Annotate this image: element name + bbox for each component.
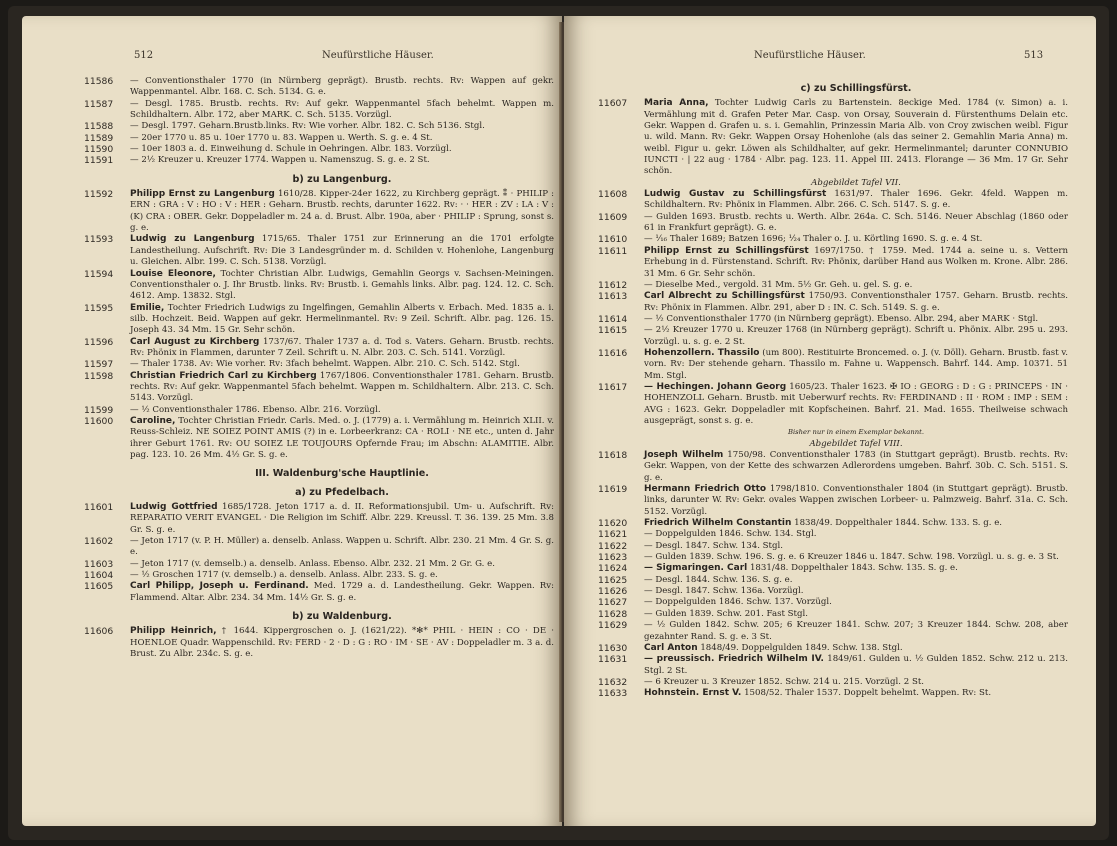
lot-number: 11622 [598,540,628,552]
entry-description: — ½ Gulden 1842. Schw. 205; 6 Kreuzer 1841. Schw. 207; 3 Kreuzer 1844. Schw. 208, aber gezahnter Rand. S. g. e. 3 St. [644,620,1068,642]
catalog-entry [598,382,1068,427]
entry-description: — ½ Conventionsthaler 1786. Ebenso. Albr. 216. Vorzügl. [130,404,381,415]
entry-description: — Jeton 1717 (v. P. H. Müller) a. denselb. Anlass. Wappen u. Schrift. Albr. 230. 21 Mm. 4 Gr. S. g. e. [130,536,554,558]
catalog-entry [598,212,1068,235]
lot-number: 11599 [84,404,114,416]
right-page [564,16,1096,826]
entry-description: 1685/1728. Jeton 1717 a. d. II. Reformationsjubil. Um- u. Aufschrift. Rv: REPARATIO VERIT EVANGEL · Die Religion im Schiff. Albr. 229. Kreussl. T. 36. 139. 25 Mm. 3.8 Gr. S. g. e. [130,502,554,535]
lot-number: 11630 [598,642,628,654]
ruler-name: — preussisch. Friedrich Wilhelm IV. [644,654,824,665]
catalog-entry [598,314,1068,325]
book-spread [8,6,1109,840]
entry-description: — 10er 1803 a. d. Einweihung d. Schule in Oehringen. Albr. 183. Vorzügl. [130,144,452,155]
entry-description: Tochter Christian Albr. Ludwigs, Gemahlin Georgs v. Sachsen-Meiningen. Conventionsthaler o. J. Ihr Brustb. links. Rv: Brustb. i. Gemahls links. Albr. pag. 124. 12. C. Sch. 4612. Amp. 13832. Stgl. [130,268,555,302]
section-heading: c) zu Schillingsfürst. [800,83,912,94]
entry-description: 1831/48. Doppelthaler 1843. Schw. 135. S. g. e. [747,563,958,574]
lot-number: 11627 [598,597,628,609]
lot-number: 11602 [84,536,114,548]
catalog-entry [84,189,554,234]
left-page [22,16,562,826]
catalog-entry [598,189,1068,212]
ruler-name: Hermann Friedrich Otto [644,484,767,495]
catalog-entry [84,234,554,268]
entry-description: — ¹⁄₁₆ Thaler 1689; Batzen 1696; ¹⁄₂₄ Thaler o. J. u. Körtling 1690. S. g. e. 4 St. [644,234,983,245]
entry-description: — Gulden 1839. Schw. 201. Fast Stgl. [644,608,808,619]
lot-number: 11587 [84,98,114,110]
plate-note: Abgebildet Tafel VIII. [809,438,903,449]
catalog-column-right [598,76,1068,700]
section-heading: b) zu Waldenburg. [292,611,392,623]
entry-description: Tochter Friedrich Ludwigs zu Ingelfingen, Gemahlin Alberts v. Erbach. Med. 1835 a. i. silb. Hochzeit. Beid. Wappen auf gekr. Hermelinmantel. Rv: 9 Zeil. Schrift. Albr. pag. 126. 15. Joseph 43. 34 Mm. 15 Gr. Sehr schön. [130,302,554,336]
ruler-name: Philipp Ernst zu Langenburg [130,189,275,200]
lot-number: 11631 [598,654,628,666]
catalog-entry [598,518,1068,529]
lot-number: 11618 [598,450,628,461]
lot-number: 11610 [598,234,628,246]
plate-note: Abgebildet Tafel VII. [811,177,901,188]
lot-number: 11594 [84,268,114,280]
catalog-entry [598,609,1068,620]
ruler-name: Carl Philipp, Joseph u. Ferdinand. [130,581,309,592]
section-heading: b) zu Langenburg. [292,173,392,185]
entry-description: — Desgl. 1844. Schw. 136. S. g. e. [644,574,793,585]
lot-number: 11624 [598,563,628,575]
ruler-name: — Hechingen. Johann Georg [644,381,787,392]
entry-description: — ½ Groschen 1717 (v. demselb.) a. denselb. Anlass. Albr. 233. S. g. e. [130,570,438,581]
lot-number: 11605 [84,581,114,593]
entry-description: — Doppelgulden 1846. Schw. 134. Stgl. [644,529,817,540]
lot-number: 11612 [598,279,628,291]
lot-number: 11629 [598,620,628,632]
lot-number: 11595 [84,302,114,314]
entry-description: 1798/1810. Conventionsthaler 1804 (in Stuttgart geprägt). Brustb. links, darunter W. Rv: Gekr. ovales Wappen zwischen Lorbeer- u. Palmzweig. Bahrf. 31a. C. Sch. 5152. Vorzügl. [644,484,1069,517]
ruler-name: Ludwig zu Langenburg [130,234,255,245]
lot-number: 11608 [598,189,628,201]
lot-number: 11613 [598,291,628,303]
ruler-name: Maria Anna, [644,98,709,109]
entry-description: — 2½ Kreuzer 1770 u. Kreuzer 1768 (in Nürnberg geprägt). Schrift u. Phönix. Albr. 295 u. 293. Vorzügl. u. s. g. e. 2 St. [644,325,1068,347]
catalog-entry [598,450,1068,484]
entry-description: 1508/52. Thaler 1537. Doppelt behelmt. Wappen. Rv: St. [741,688,992,699]
catalog-entry [598,586,1068,597]
entry-description: Tochter Ludwig Carls zu Bartenstein. 8eckige Med. 1784 (v. Simon) a. i. Vermählung mit d. Grafen Peter Mar. Casp. von Orsay, Souverain d. Fürstenthums Delain etc. Gekr. Wappen d. Grafen u. s. i. Gemahlin, Prinzessin Maria Alb. von Croy zwischen weibl. Figur u. wild. Mann. Rv: Gekr. Wappen Orsay Hohenlohe (als das seiner 2. Gemahlin Maria Anna) m. weibl. Figur u. gekr. Löwen als Schildhalter, auf gekr. Hermelinmantel; darunter CONNUBIO IUNCTI · | 22 aug · 1784 · Albr. pag. 123. 11. Appel III. 2413. Florange — 36 Mm. 17 Gr. Sehr schön. [644,98,1068,177]
ruler-name: Christian Friedrich Carl zu Kirchberg [130,370,317,381]
entry-description: — Desgl. 1847. Schw. 136a. Vorzügl. [644,586,804,597]
entry-description: 1697/1750. † 1759. Med. 1744 a. seine u. s. Vettern Erhebung in d. Fürstenstand. Schrift. Rv: Phönix, darüber Hand aus Wolken m. Krone. Albr. 286. 31 Mm. 6 Gr. Sehr schön. [644,245,1068,279]
entry-description: 1631/97. Thaler 1696. Gekr. 4feld. Wappen m. Schildhaltern. Rv: Phönix in Flammen. Albr. 266. C. Sch. 5147. S. g. e. [644,189,1068,211]
lot-number: 11603 [84,558,114,570]
ruler-name: Hohenzollern. Thassilo [644,347,760,358]
catalog-entry [84,359,554,370]
ruler-name: Joseph Wilhelm [644,450,724,460]
catalog-entry [84,303,554,337]
lot-number: 11623 [598,552,628,564]
lot-number: 11586 [84,76,114,87]
lot-number: 11601 [84,502,114,514]
ruler-name: Carl Anton [644,642,698,653]
catalog-entry [598,563,1068,574]
catalog-entry [84,502,554,536]
catalog-entry [598,677,1068,688]
entry-description: 1610/28. Kipper-24er 1622, zu Kirchberg geprägt. ⁑ · PHILIP : ERN : GRA : V : HO : V : HER : Geharn. Brustb. rechts, darunter 1622. Rv: · · HER : ZV : LA : V : (K) CRA : OBER. Gekr. Doppeladler m. 24 a. d. Brust. Albr. 190a, aber · PHILIP : Sprung, sonst s. g. e. [130,189,554,234]
entry-description: — Gulden 1693. Brustb. rechts u. Werth. Albr. 264a. C. Sch. 5146. Neuer Abschlag (1860 oder 61 in Frankfurt geprägt). G. e. [644,211,1068,234]
lot-number: 11596 [84,336,114,348]
lot-number: 11620 [598,518,628,530]
catalog-entry [598,575,1068,586]
catalog-entry [84,337,554,360]
plate-note: Bisher nur in einem Exemplar bekannt. [788,428,924,437]
entry-description: † 1644. Kippergroschen o. J. (1621/22). *✻* PHIL · HEIN : CO · DE · HOENLOE Quadr. Wappenschild. Rv: FERD · 2 · D : G : RO · IM · SE · AV : Doppeladler m. 3 a. d. Brust. Zu Albr. 234c. S. g. e. [130,626,554,660]
lot-number: 11626 [598,586,628,598]
running-head-left: Neufürstliche Häuser. [322,50,434,61]
entry-description: — Desgl. 1797. Geharn.Brustb.links. Rv: Wie vorher. Albr. 182. C. Sch 5136. Stgl. [130,121,485,132]
section-heading: a) zu Pfedelbach. [295,486,389,498]
lot-number: 11614 [598,313,628,325]
lot-number: 11593 [84,234,114,246]
catalog-entry [84,133,554,144]
ruler-name: Philipp Heinrich, [130,626,217,637]
catalog-entry [84,144,554,155]
entry-description: — 6 Kreuzer u. 3 Kreuzer 1852. Schw. 214 u. 215. Vorzügl. 2 St. [644,676,925,687]
entry-description: 1750/98. Conventionsthaler 1783 (in Stuttgart geprägt). Brustb. rechts. Rv: Gekr. Wappen, von der Kette des schwarzen Adlerordens umgeben. Bahrf. 30b. C. Sch. 5151. S. g. e. [644,450,1069,483]
catalog-entry [84,76,554,99]
ruler-name: Friedrich Wilhelm Constantin [644,518,792,529]
entry-description: Tochter Christian Friedr. Carls. Med. o. J. (1779) a. i. Vermählung m. Heinrich XLII. v. Reuss-Schleiz. NE SOIEZ POINT AMIS (?) in e. Lorbeerkranz: CA · ROLI · NE etc., unten d. Jahr ihrer Geburt 1761. Rv: OU SOIEZ LE TOUJOURS Opfernde Frau; im Abschn: ALAMITIE. Albr. pag. 123. 10. 26 Mm. 4½ Gr. S. g. e. [130,415,554,460]
page-number-right: 513 [1024,50,1044,61]
catalog-entry [598,280,1068,291]
lot-number: 11589 [84,132,114,144]
catalog-entry [598,643,1068,654]
lot-number: 11600 [84,415,114,427]
catalog-entry [598,348,1068,382]
catalog-column-left [84,76,554,661]
catalog-entry [598,246,1068,280]
entry-description: 1848/49. Doppelgulden 1849. Schw. 138. Stgl. [697,642,903,653]
lot-number: 11633 [598,688,628,700]
entry-description: — Desgl. 1847. Schw. 134. Stgl. [644,540,783,551]
entry-description: 1605/23. Thaler 1623. ✠ IO : GEORG : D : G : PRINCEPS · IN · HOHENZOLL Geharn. Brustb. mit Ueberwurf rechts. Rv: FERDINAND : II · ROM : IMP : SEM : AVG : 1623. Gekr. Doppeladler mit Kopfscheinen. Bahrf. 21. Mad. 1655. Theilweise schwach ausgeprägt, sonst s. g. e. [644,381,1068,426]
lot-number: 11590 [84,144,114,156]
catalog-entry [598,552,1068,563]
entry-description: Med. 1729 a. d. Landestheilung. Gekr. Wappen. Rv: Flammend. Altar. Albr. 234. 34 Mm. 14½ Gr. S. g. e. [130,581,554,603]
catalog-entry [84,570,554,581]
catalog-entry [84,405,554,416]
catalog-entry [84,99,554,122]
entry-description: — Desgl. 1785. Brustb. rechts. Rv: Auf gekr. Wappenmantel 5fach behelmt. Wappen m. Schildhaltern. Albr. 172, aber MARK. C. Sch. 5135. Vorzügl. [130,98,554,121]
entry-description: — Gulden 1839. Schw. 196. S. g. e. 6 Kreuzer 1846 u. 1847. Schw. 198. Vorzügl. u. s. g. e. 3 St. [644,552,1059,563]
entry-description: 1750/93. Conventionsthaler 1757. Geharn. Brustb. rechts. Rv: Phönix in Flammen. Albr. 291, aber D : IN. C. Sch. 5149. S. g. e. [644,291,1068,313]
lot-number: 11592 [84,189,114,201]
entry-description: — Jeton 1717 (v. demselb.) a. denselb. Anlass. Ebenso. Albr. 232. 21 Mm. 2 Gr. G. e. [130,558,495,569]
ruler-name: Philipp Ernst zu Schillingsfürst [644,245,809,256]
catalog-entry [84,581,554,604]
lot-number: 11588 [84,121,114,133]
lot-number: 11628 [598,608,628,620]
ruler-name: Ludwig Gottfried [130,502,218,513]
ruler-name: Emilie, [130,302,165,313]
catalog-entry [598,597,1068,608]
catalog-entry [598,688,1068,699]
ruler-name: Hohnstein. Ernst V. [644,688,742,699]
catalog-entry [598,98,1068,177]
entry-description: 1838/49. Doppelthaler 1844. Schw. 133. S. g. e. [791,518,1003,529]
lot-number: 11609 [598,211,628,223]
lot-number: 11615 [598,325,628,337]
ruler-name: — Sigmaringen. Carl [644,563,748,574]
lot-number: 11625 [598,574,628,586]
catalog-entry [84,371,554,405]
entry-description: (um 800). Restituirte Broncemed. o. J. (v. Döll). Geharn. Brustb. fast v. vorn. Rv: Der stehende geharn. Thassilo m. Fahne u. Wappensch. Bahrf. 144. Amp. 10371. 51 Mm. Stgl. [644,347,1068,381]
catalog-entry [598,325,1068,348]
ruler-name: Carl Albrecht zu Schillingsfürst [644,291,805,302]
lot-number: 11606 [84,626,114,638]
catalog-entry [84,155,554,166]
lot-number: 11598 [84,370,114,382]
catalog-entry [84,269,554,303]
catalog-entry [84,536,554,559]
ruler-name: Ludwig Gustav zu Schillingsfürst [644,189,827,200]
page-number-left: 512 [134,50,154,61]
entry-description: — 2½ Kreuzer u. Kreuzer 1774. Wappen u. Namenszug. S. g. e. 2 St. [130,155,430,166]
entry-description: — 20er 1770 u. 85 u. 10er 1770 u. 83. Wappen u. Werth. S. g. e. 4 St. [130,132,433,143]
catalog-entry [84,121,554,132]
lot-number: 11611 [598,245,628,257]
lot-number: 11632 [598,676,628,688]
catalog-entry [84,626,554,660]
ruler-name: Louise Eleonore, [130,268,216,279]
catalog-entry [84,416,554,461]
lot-number: 11591 [84,155,114,167]
catalog-entry [598,234,1068,245]
catalog-entry [598,541,1068,552]
section-heading: III. Waldenburg'sche Hauptlinie. [255,468,429,480]
entry-description: — ½ Conventionsthaler 1770 (in Nürnberg geprägt). Ebenso. Albr. 294, aber MARK · Stgl. [644,313,1039,324]
lot-number: 11616 [598,347,628,359]
catalog-entry [598,291,1068,314]
running-head-right: Neufürstliche Häuser. [754,50,866,61]
catalog-entry [598,620,1068,643]
entry-description: 1737/67. Thaler 1737 a. d. Tod s. Vaters. Geharn. Brustb. rechts. Rv: Phönix in Flammen, darunter 7 Zeil. Schrift u. N. Albr. 203. C. Sch. 5141. Vorzügl. [130,336,554,358]
lot-number: 11607 [598,98,628,110]
ruler-name: Caroline, [130,415,176,426]
entry-description: 1715/65. Thaler 1751 zur Erinnerung an die 1701 erfolgte Landestheilung. Aufschrift. Rv: Die 3 Landesgründer m. d. Schilden v. Hohenlohe, Langenburg u. Gleichen. Albr. 199. C. Sch. 5138. Vorzügl. [130,234,554,268]
lot-number: 11597 [84,359,114,371]
entry-description: — Thaler 1738. Av: Wie vorher. Rv: 3fach behelmt. Wappen. Albr. 210. C. Sch. 5142. Stgl. [130,359,520,370]
ruler-name: Carl August zu Kirchberg [130,336,260,347]
entry-description: — Dieselbe Med., vergold. 31 Mm. 5½ Gr. Geh. u. gel. S. g. e. [644,279,913,290]
catalog-entry [598,654,1068,677]
catalog-entry [598,484,1068,518]
catalog-entry [84,559,554,570]
entry-description: 1849/61. Gulden u. ½ Gulden 1852. Schw. 212 u. 213. Stgl. 2 St. [644,654,1068,676]
lot-number: 11621 [598,529,628,541]
entry-description: — Doppelgulden 1846. Schw. 137. Vorzügl. [644,597,832,608]
entry-description: 1767/1806. Conventionsthaler 1781. Geharn. Brustb. rechts. Rv: Auf gekr. Wappenmantel 5fach behelmt. Wappen m. Schildhaltern. Albr. 213. C. Sch. 5143. Vorzügl. [130,370,554,404]
entry-description: — Conventionsthaler 1770 (in Nürnberg geprägt). Brustb. rechts. Rv: Wappen auf gekr. Wappenmantel. Albr. 168. C. Sch. 5134. G. e. [130,76,554,98]
lot-number: 11604 [84,570,114,582]
lot-number: 11617 [598,381,628,393]
lot-number: 11619 [598,484,628,496]
catalog-entry [598,529,1068,540]
